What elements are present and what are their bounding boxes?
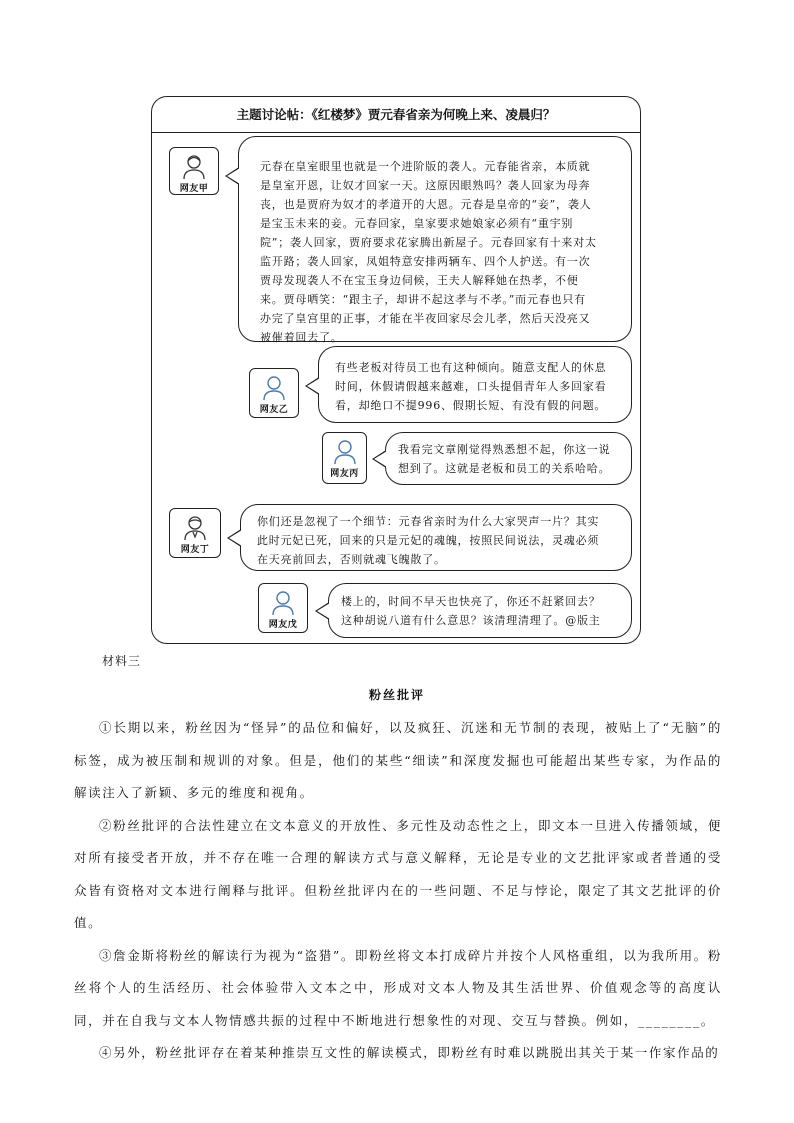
username: 网友戊 (268, 620, 298, 630)
username: 网友丙 (330, 469, 359, 479)
user-icon (260, 373, 288, 401)
paragraph: ④另外，粉丝批评存在着某种推崇互文性的解读模式，即粉丝有时难以跳脱出其关于某一作家作品的 (99, 1045, 720, 1060)
discussion-title: 主题讨论帖：《红楼梦》贾元春省亲为何晚上来、凌晨归？ (152, 97, 640, 133)
post-line: 我看完文章刚觉得熟悉想不起，你这一说 (398, 443, 611, 456)
username: 网友乙 (259, 405, 289, 415)
post-bubble (238, 136, 632, 342)
section-title: 粉丝批评 (368, 688, 425, 702)
avatar-user-a (169, 147, 219, 195)
material-label: 材料三 (102, 654, 142, 668)
avatar-user-c (322, 432, 367, 484)
post-line: 监开路；袭人回家，凤姐特意安排两辆车、四个人护送。有一次 (260, 255, 591, 268)
paragraph: ②粉丝批评的合法性建立在文本意义的开放性、多元性及动态性之上，即文本一旦进入传播领域，便对所有接受者开放，并不存在唯一合理的解读方式与意义解释，无论是专业的文艺批评家或者普通的受众皆有资格对文本进行阐释与批评。但粉丝批评内在的一些问题、不足与悖论，限定了其文艺批评的价值。 (74, 817, 722, 930)
avatar-user-b (249, 368, 299, 418)
post-line: 院”；袭人回家，贾府要求花家腾出新屋子。元春回家有十来对太 (260, 236, 597, 249)
post-line: 被催着回去了。 (260, 331, 343, 344)
post-bubble (328, 583, 632, 638)
username: 网友甲 (179, 184, 209, 194)
male-user-icon (181, 513, 209, 541)
post-bubble (318, 346, 632, 423)
post-bubble (385, 432, 632, 485)
avatar-user-e (258, 583, 308, 633)
user-icon (331, 437, 359, 465)
post-line: 楼上的，时间不早天也快亮了，你还不赶紧回去？ (341, 595, 601, 608)
post-line: 来。贾母哂笑：“跟主子，却讲不起这孝与不孝。”而元春也只有 (260, 293, 586, 306)
post-line: 你们还是忽视了一个细节：元春省亲时为什么大家哭声一片？其实 (257, 515, 600, 528)
female-user-icon (180, 152, 208, 180)
article-body (74, 712, 722, 1070)
post-line: 时间，休假请假越来越难，口头提倡青年人多回家看 (335, 380, 607, 393)
post-line: 贾母发现袭人不在宝玉身边伺候，王夫人解释她在热孝，不便 (260, 274, 579, 287)
post-line: 有些老板对待员工也有这种倾向。随意支配人的休息 (335, 361, 607, 374)
post-line: 看，却绝口不提996、假期长短、有没有假的问题。 (335, 399, 607, 412)
user-icon (269, 588, 297, 616)
post-line: 在天亮前回去，否则就魂飞魄散了。 (257, 553, 446, 566)
avatar-user-d (169, 508, 221, 558)
username: 网友丁 (180, 545, 210, 555)
post-bubble (240, 504, 632, 571)
post-line: 办完了皇宫里的正事，才能在半夜回家尽会儿孝，然后天没亮又 (260, 312, 591, 325)
post-line: 是皇室开恩，让奴才回家一天。这原因眼熟吗？袭人回家为母奔 (260, 179, 591, 192)
paragraph: ①长期以来，粉丝因为“怪异”的品位和偏好，以及疯狂、沉迷和无节制的表现，被贴上了“无脑”的标签，成为被压制和规训的对象。但是，他们的某些“细读”和深度发掘也可能超出某些专家，为作品的解读注入了新颖、多元的维度和视角。 (74, 720, 722, 800)
post-line: 丧，也是贾府为奴才的孝道开的大恩。元春是皇帝的“妾”，袭人 (260, 198, 592, 211)
post-line: 是宝玉未来的妾。元春回家，皇家要求她娘家必须有“重宇别 (260, 217, 574, 230)
paragraph: ③詹金斯将粉丝的解读行为视为“盗猎”。即粉丝将文本打成碎片并按个人风格重组，以为我所用。粉丝将个人的生活经历、社会体验带入文本之中，形成对文本人物及其生活世界、价值观念等的高度认同，并在自我与文本人物情感共振的过程中不断地进行想象性的对现、交互与替换。例如，________。 (74, 947, 722, 1028)
post-line: 此时元妃已死，回来的只是元妃的魂魄，按照民间说法，灵魂必须 (257, 534, 600, 547)
post-line: 元春在皇室眼里也就是一个进阶版的袭人。元春能省亲，本质就 (260, 160, 591, 173)
post-line: 想到了。这就是老板和员工的关系哈哈。 (398, 462, 611, 475)
post-line: 这种胡说八道有什么意思？该清理清理了。@版主 (341, 614, 601, 627)
